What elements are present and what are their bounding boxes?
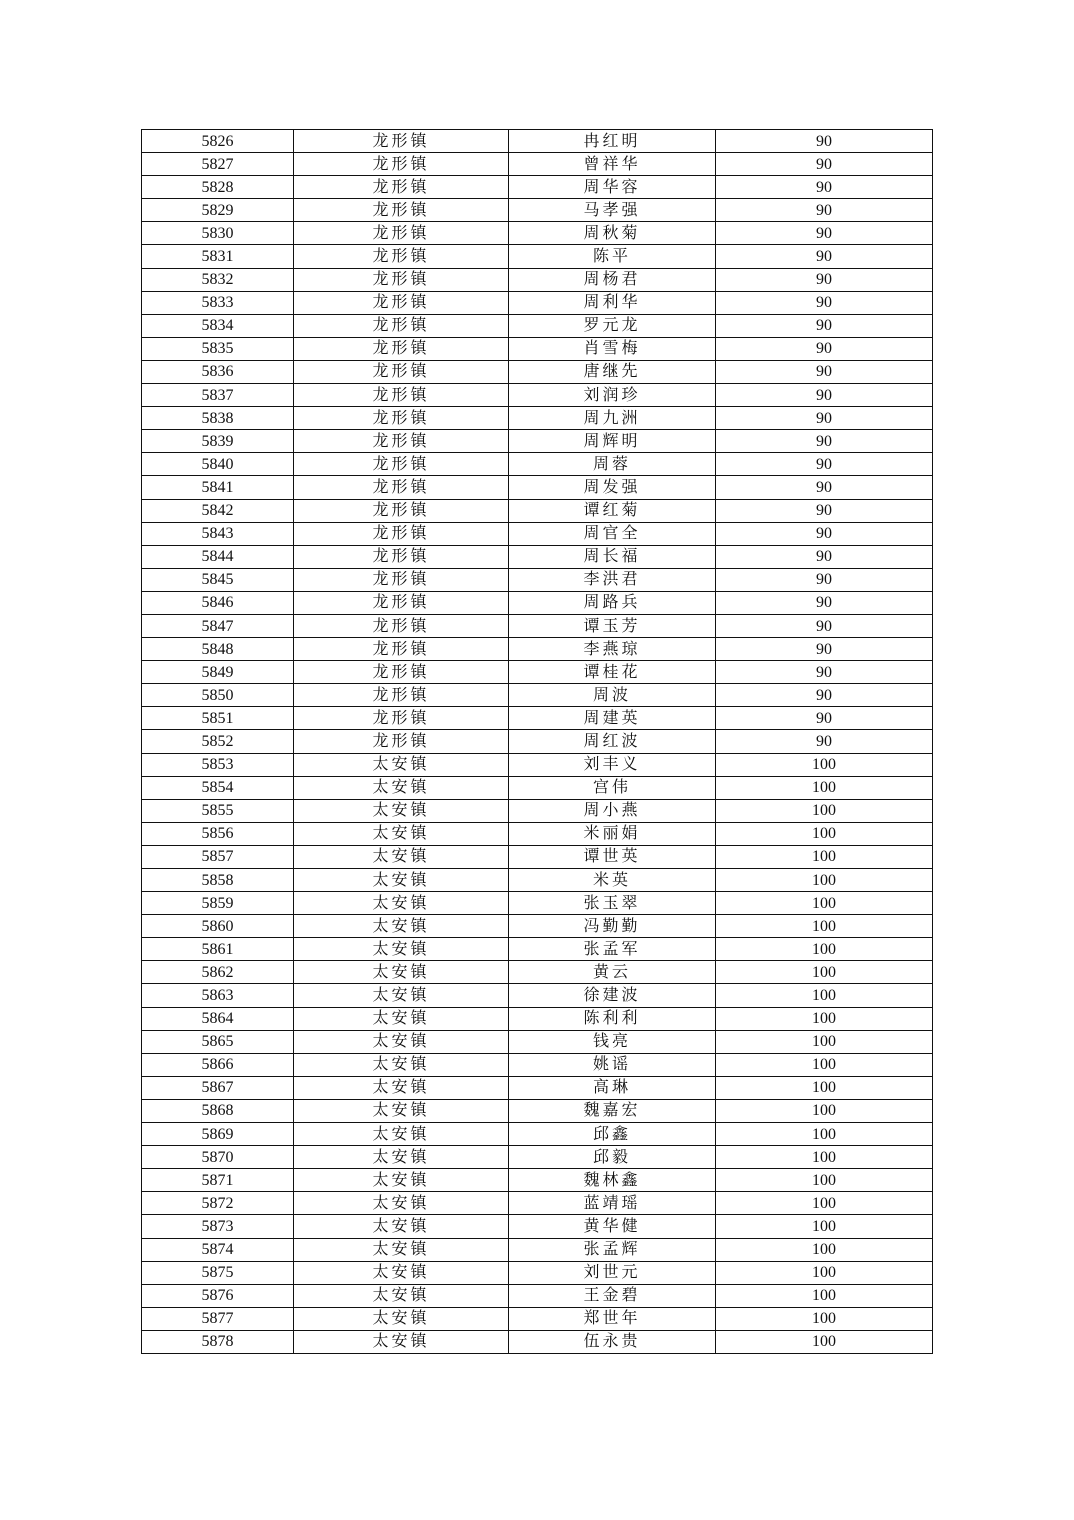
town-cell: 龙形镇 (294, 684, 509, 707)
amount-cell: 100 (716, 1330, 933, 1353)
row-number-cell: 5834 (142, 314, 294, 337)
town-cell: 龙形镇 (294, 614, 509, 637)
name-cell: 邱鑫 (509, 1123, 716, 1146)
name-cell: 谭玉芳 (509, 614, 716, 637)
table-row (142, 1261, 933, 1284)
row-number-cell: 5874 (142, 1238, 294, 1261)
row-number-cell: 5851 (142, 707, 294, 730)
table-row (142, 337, 933, 360)
table-row (142, 799, 933, 822)
table-row (142, 1192, 933, 1215)
amount-cell: 90 (716, 568, 933, 591)
row-number-cell: 5875 (142, 1261, 294, 1284)
name-cell: 姚谣 (509, 1053, 716, 1076)
name-cell: 周小燕 (509, 799, 716, 822)
name-cell: 罗元龙 (509, 314, 716, 337)
name-cell: 李燕琼 (509, 638, 716, 661)
amount-cell: 100 (716, 1030, 933, 1053)
table-row (142, 684, 933, 707)
town-cell: 太安镇 (294, 938, 509, 961)
name-cell: 刘润珍 (509, 384, 716, 407)
name-cell: 宫伟 (509, 776, 716, 799)
name-cell: 黄云 (509, 961, 716, 984)
town-cell: 龙形镇 (294, 176, 509, 199)
name-cell: 陈平 (509, 245, 716, 268)
name-cell: 魏嘉宏 (509, 1099, 716, 1122)
amount-cell: 90 (716, 707, 933, 730)
amount-cell: 90 (716, 661, 933, 684)
amount-cell: 100 (716, 892, 933, 915)
name-cell: 徐建波 (509, 984, 716, 1007)
amount-cell: 90 (716, 245, 933, 268)
amount-cell: 90 (716, 314, 933, 337)
town-cell: 龙形镇 (294, 568, 509, 591)
table-row (142, 961, 933, 984)
town-cell: 龙形镇 (294, 337, 509, 360)
table-row (142, 915, 933, 938)
table-row (142, 476, 933, 499)
row-number-cell: 5842 (142, 499, 294, 522)
town-cell: 龙形镇 (294, 314, 509, 337)
amount-cell: 100 (716, 1007, 933, 1030)
amount-cell: 100 (716, 1053, 933, 1076)
row-number-cell: 5827 (142, 153, 294, 176)
name-cell: 周九洲 (509, 407, 716, 430)
row-number-cell: 5868 (142, 1099, 294, 1122)
row-number-cell: 5863 (142, 984, 294, 1007)
row-number-cell: 5831 (142, 245, 294, 268)
name-cell: 米丽娟 (509, 822, 716, 845)
table-row (142, 1030, 933, 1053)
name-cell: 陈利利 (509, 1007, 716, 1030)
town-cell: 太安镇 (294, 1053, 509, 1076)
amount-cell: 100 (716, 1307, 933, 1330)
table-row (142, 1007, 933, 1030)
name-cell: 周官全 (509, 522, 716, 545)
town-cell: 龙形镇 (294, 730, 509, 753)
table-row (142, 199, 933, 222)
row-number-cell: 5840 (142, 453, 294, 476)
town-cell: 太安镇 (294, 1284, 509, 1307)
amount-cell: 90 (716, 268, 933, 291)
table-row (142, 1076, 933, 1099)
name-cell: 谭红菊 (509, 499, 716, 522)
table-row (142, 730, 933, 753)
row-number-cell: 5862 (142, 961, 294, 984)
name-cell: 周蓉 (509, 453, 716, 476)
name-cell: 周长福 (509, 545, 716, 568)
row-number-cell: 5866 (142, 1053, 294, 1076)
row-number-cell: 5841 (142, 476, 294, 499)
row-number-cell: 5858 (142, 869, 294, 892)
name-cell: 肖雪梅 (509, 337, 716, 360)
name-cell: 周发强 (509, 476, 716, 499)
town-cell: 太安镇 (294, 845, 509, 868)
name-cell: 王金碧 (509, 1284, 716, 1307)
row-number-cell: 5830 (142, 222, 294, 245)
town-cell: 太安镇 (294, 1099, 509, 1122)
amount-cell: 100 (716, 1123, 933, 1146)
amount-cell: 100 (716, 961, 933, 984)
table-row (142, 499, 933, 522)
amount-cell: 90 (716, 614, 933, 637)
table-row (142, 314, 933, 337)
name-cell: 谭桂花 (509, 661, 716, 684)
table-row (142, 1169, 933, 1192)
amount-cell: 100 (716, 822, 933, 845)
town-cell: 太安镇 (294, 1076, 509, 1099)
town-cell: 龙形镇 (294, 545, 509, 568)
table-row (142, 869, 933, 892)
amount-cell: 100 (716, 799, 933, 822)
name-cell: 冯勤勤 (509, 915, 716, 938)
town-cell: 太安镇 (294, 776, 509, 799)
town-cell: 龙形镇 (294, 499, 509, 522)
town-cell: 太安镇 (294, 984, 509, 1007)
row-number-cell: 5839 (142, 430, 294, 453)
table-row (142, 1099, 933, 1122)
town-cell: 太安镇 (294, 822, 509, 845)
town-cell: 太安镇 (294, 1030, 509, 1053)
town-cell: 太安镇 (294, 892, 509, 915)
amount-cell: 90 (716, 407, 933, 430)
amount-cell: 100 (716, 938, 933, 961)
name-cell: 钱亮 (509, 1030, 716, 1053)
town-cell: 龙形镇 (294, 245, 509, 268)
row-number-cell: 5878 (142, 1330, 294, 1353)
table-row (142, 360, 933, 383)
table-row (142, 614, 933, 637)
row-number-cell: 5828 (142, 176, 294, 199)
name-cell: 周波 (509, 684, 716, 707)
row-number-cell: 5871 (142, 1169, 294, 1192)
amount-cell: 90 (716, 545, 933, 568)
amount-cell: 100 (716, 1169, 933, 1192)
table-row (142, 984, 933, 1007)
amount-cell: 100 (716, 1261, 933, 1284)
amount-cell: 90 (716, 153, 933, 176)
name-cell: 蓝靖瑶 (509, 1192, 716, 1215)
name-cell: 周建英 (509, 707, 716, 730)
amount-cell: 100 (716, 845, 933, 868)
town-cell: 太安镇 (294, 869, 509, 892)
town-cell: 太安镇 (294, 961, 509, 984)
town-cell: 龙形镇 (294, 291, 509, 314)
amount-cell: 90 (716, 684, 933, 707)
roster-table (141, 129, 933, 1354)
row-number-cell: 5832 (142, 268, 294, 291)
town-cell: 龙形镇 (294, 268, 509, 291)
row-number-cell: 5844 (142, 545, 294, 568)
table-row (142, 591, 933, 614)
amount-cell: 90 (716, 430, 933, 453)
table-row (142, 707, 933, 730)
row-number-cell: 5848 (142, 638, 294, 661)
row-number-cell: 5865 (142, 1030, 294, 1053)
amount-cell: 90 (716, 730, 933, 753)
table-row (142, 661, 933, 684)
row-number-cell: 5860 (142, 915, 294, 938)
row-number-cell: 5845 (142, 568, 294, 591)
name-cell: 唐继先 (509, 360, 716, 383)
table-row (142, 638, 933, 661)
table-row (142, 1146, 933, 1169)
amount-cell: 90 (716, 638, 933, 661)
row-number-cell: 5855 (142, 799, 294, 822)
name-cell: 周辉明 (509, 430, 716, 453)
town-cell: 龙形镇 (294, 591, 509, 614)
name-cell: 李洪君 (509, 568, 716, 591)
table-row (142, 291, 933, 314)
row-number-cell: 5854 (142, 776, 294, 799)
name-cell: 周红波 (509, 730, 716, 753)
amount-cell: 90 (716, 499, 933, 522)
row-number-cell: 5876 (142, 1284, 294, 1307)
table-row (142, 245, 933, 268)
table-row (142, 938, 933, 961)
name-cell: 谭世英 (509, 845, 716, 868)
town-cell: 太安镇 (294, 1192, 509, 1215)
amount-cell: 90 (716, 476, 933, 499)
table-row (142, 153, 933, 176)
name-cell: 张孟军 (509, 938, 716, 961)
town-cell: 太安镇 (294, 799, 509, 822)
name-cell: 高琳 (509, 1076, 716, 1099)
name-cell: 邱毅 (509, 1146, 716, 1169)
table-row (142, 522, 933, 545)
town-cell: 龙形镇 (294, 453, 509, 476)
table-row (142, 453, 933, 476)
amount-cell: 90 (716, 130, 933, 153)
town-cell: 太安镇 (294, 915, 509, 938)
name-cell: 刘世元 (509, 1261, 716, 1284)
table-row (142, 222, 933, 245)
name-cell: 马孝强 (509, 199, 716, 222)
amount-cell: 90 (716, 453, 933, 476)
row-number-cell: 5833 (142, 291, 294, 314)
town-cell: 太安镇 (294, 753, 509, 776)
town-cell: 太安镇 (294, 1123, 509, 1146)
name-cell: 周路兵 (509, 591, 716, 614)
amount-cell: 100 (716, 915, 933, 938)
town-cell: 龙形镇 (294, 476, 509, 499)
row-number-cell: 5852 (142, 730, 294, 753)
table-row (142, 176, 933, 199)
amount-cell: 100 (716, 1284, 933, 1307)
table-row (142, 268, 933, 291)
name-cell: 魏林鑫 (509, 1169, 716, 1192)
row-number-cell: 5846 (142, 591, 294, 614)
amount-cell: 90 (716, 522, 933, 545)
table-row (142, 1284, 933, 1307)
town-cell: 太安镇 (294, 1169, 509, 1192)
town-cell: 龙形镇 (294, 153, 509, 176)
town-cell: 龙形镇 (294, 360, 509, 383)
name-cell: 周利华 (509, 291, 716, 314)
table-row (142, 1307, 933, 1330)
table-row (142, 845, 933, 868)
table-row (142, 1053, 933, 1076)
town-cell: 龙形镇 (294, 430, 509, 453)
amount-cell: 90 (716, 199, 933, 222)
roster-table-body (142, 130, 933, 1354)
table-row (142, 568, 933, 591)
amount-cell: 90 (716, 360, 933, 383)
table-row (142, 892, 933, 915)
amount-cell: 100 (716, 984, 933, 1007)
amount-cell: 100 (716, 753, 933, 776)
row-number-cell: 5864 (142, 1007, 294, 1030)
name-cell: 周杨君 (509, 268, 716, 291)
row-number-cell: 5837 (142, 384, 294, 407)
town-cell: 龙形镇 (294, 661, 509, 684)
amount-cell: 90 (716, 384, 933, 407)
town-cell: 龙形镇 (294, 384, 509, 407)
row-number-cell: 5877 (142, 1307, 294, 1330)
amount-cell: 100 (716, 1076, 933, 1099)
row-number-cell: 5856 (142, 822, 294, 845)
table-row (142, 545, 933, 568)
town-cell: 太安镇 (294, 1238, 509, 1261)
amount-cell: 90 (716, 291, 933, 314)
row-number-cell: 5836 (142, 360, 294, 383)
town-cell: 太安镇 (294, 1146, 509, 1169)
town-cell: 龙形镇 (294, 222, 509, 245)
row-number-cell: 5843 (142, 522, 294, 545)
row-number-cell: 5859 (142, 892, 294, 915)
name-cell: 刘丰义 (509, 753, 716, 776)
name-cell: 米英 (509, 869, 716, 892)
name-cell: 张玉翠 (509, 892, 716, 915)
name-cell: 黄华健 (509, 1215, 716, 1238)
town-cell: 太安镇 (294, 1261, 509, 1284)
amount-cell: 90 (716, 222, 933, 245)
row-number-cell: 5850 (142, 684, 294, 707)
town-cell: 龙形镇 (294, 638, 509, 661)
town-cell: 龙形镇 (294, 407, 509, 430)
row-number-cell: 5838 (142, 407, 294, 430)
name-cell: 周华容 (509, 176, 716, 199)
row-number-cell: 5872 (142, 1192, 294, 1215)
row-number-cell: 5826 (142, 130, 294, 153)
row-number-cell: 5835 (142, 337, 294, 360)
amount-cell: 100 (716, 1238, 933, 1261)
name-cell: 曾祥华 (509, 153, 716, 176)
name-cell: 张孟辉 (509, 1238, 716, 1261)
town-cell: 太安镇 (294, 1330, 509, 1353)
amount-cell: 90 (716, 591, 933, 614)
row-number-cell: 5849 (142, 661, 294, 684)
row-number-cell: 5857 (142, 845, 294, 868)
amount-cell: 90 (716, 337, 933, 360)
table-row (142, 430, 933, 453)
row-number-cell: 5867 (142, 1076, 294, 1099)
row-number-cell: 5873 (142, 1215, 294, 1238)
town-cell: 龙形镇 (294, 130, 509, 153)
table-row (142, 1330, 933, 1353)
row-number-cell: 5869 (142, 1123, 294, 1146)
town-cell: 太安镇 (294, 1215, 509, 1238)
row-number-cell: 5870 (142, 1146, 294, 1169)
table-row (142, 753, 933, 776)
table-row (142, 384, 933, 407)
table-row (142, 130, 933, 153)
table-row (142, 776, 933, 799)
table-row (142, 407, 933, 430)
amount-cell: 100 (716, 1099, 933, 1122)
name-cell: 伍永贵 (509, 1330, 716, 1353)
table-row (142, 1215, 933, 1238)
town-cell: 龙形镇 (294, 199, 509, 222)
name-cell: 郑世年 (509, 1307, 716, 1330)
row-number-cell: 5853 (142, 753, 294, 776)
name-cell: 冉红明 (509, 130, 716, 153)
amount-cell: 100 (716, 1215, 933, 1238)
name-cell: 周秋菊 (509, 222, 716, 245)
town-cell: 龙形镇 (294, 522, 509, 545)
table-row (142, 1123, 933, 1146)
amount-cell: 90 (716, 176, 933, 199)
row-number-cell: 5861 (142, 938, 294, 961)
amount-cell: 100 (716, 776, 933, 799)
amount-cell: 100 (716, 869, 933, 892)
amount-cell: 100 (716, 1146, 933, 1169)
row-number-cell: 5829 (142, 199, 294, 222)
town-cell: 太安镇 (294, 1307, 509, 1330)
amount-cell: 100 (716, 1192, 933, 1215)
table-row (142, 822, 933, 845)
row-number-cell: 5847 (142, 614, 294, 637)
town-cell: 太安镇 (294, 1007, 509, 1030)
town-cell: 龙形镇 (294, 707, 509, 730)
table-row (142, 1238, 933, 1261)
